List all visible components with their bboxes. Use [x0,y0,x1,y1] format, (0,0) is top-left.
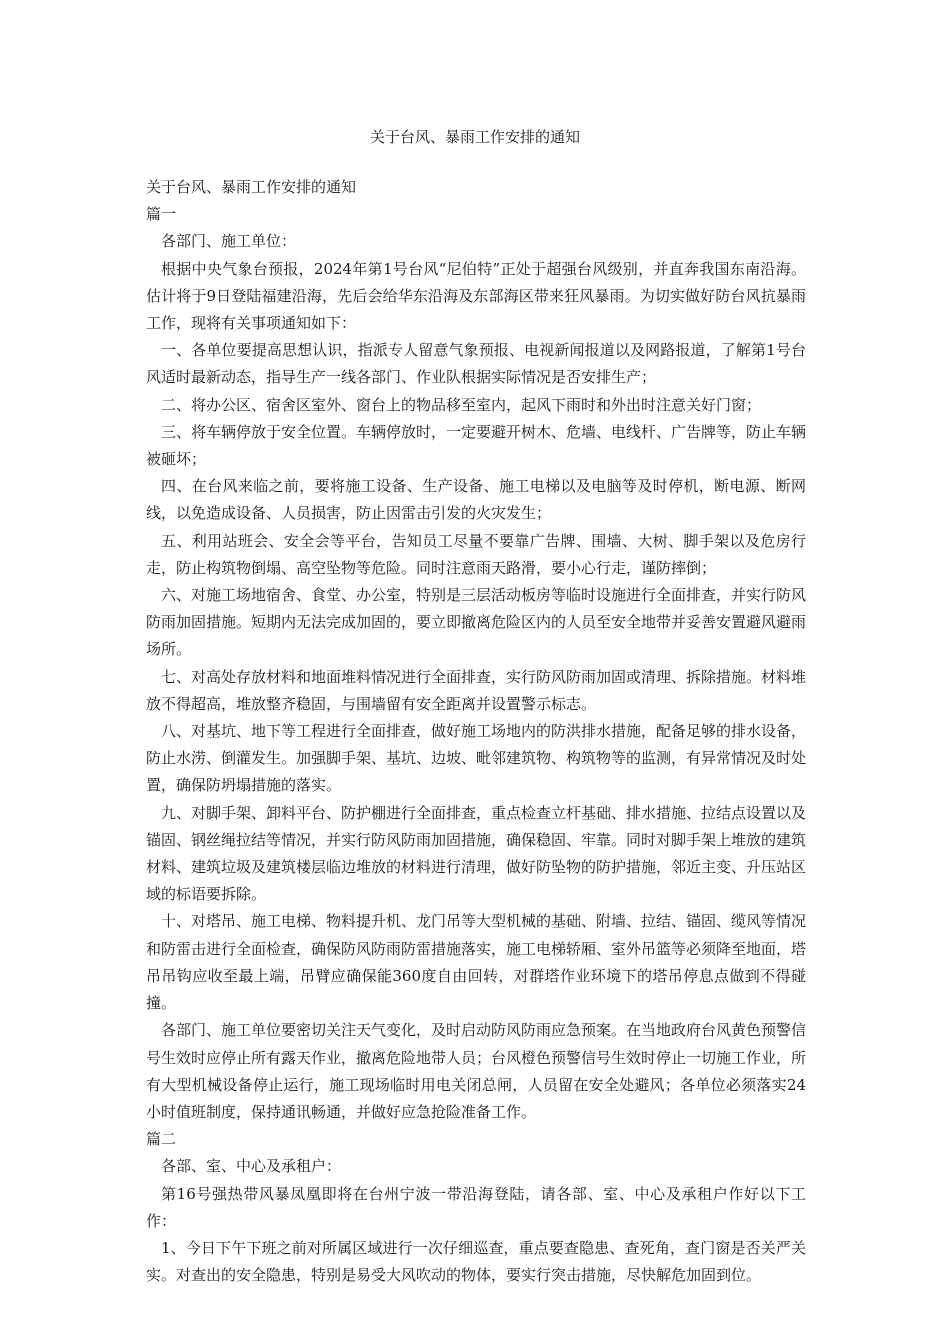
paragraph: 九、对脚手架、卸料平台、防护棚进行全面排查，重点检查立杆基础、排水措施、拉结点设置以及锚固、钢丝绳拉结等情况，并实行防风防雨加固措施，确保稳固、牢靠。同时对脚手架上堆放的建筑材料、建筑垃圾及建筑楼层临边堆放的材料进行清理，做好防坠物的防护措施，邻近主变、升压站区域的标语要拆除。 [146,803,807,904]
paragraph: 一、各单位要提高思想认识，指派专人留意气象预报、电视新闻报道以及网路报道，了解第1号台风适时最新动态，指导生产一线各部门、作业队根据实际情况是否安排生产； [146,341,806,387]
paragraph: 七、对高处存放材料和地面堆料情况进行全面排查，实行防风防雨加固或清理、拆除措施。材料堆放不得超高，堆放整齐稳固，与围墙留有安全距离并设置警示标志。 [146,667,807,713]
paragraph: 各部、室、中心及承租户： [161,1157,342,1176]
paragraph: 八、对基坑、地下等工程进行全面排查，做好施工场地内的防洪排水措施，配备足够的排水设备，防止水涝、倒灌发生。加强脚手架、基坑、边坡、毗邻建筑物、构筑物等的监测，有异常情况及时处置，确保防坍塌措施的落实。 [146,722,807,795]
paragraph: 第16号强热带风暴凤凰即将在台州宁波一带沿海登陆，请各部、室、中心及承租户作好以下工作： [146,1184,806,1230]
paragraph: 各部门、施工单位： [161,232,297,251]
paragraph: 篇一 [146,205,177,224]
paragraph: 根据中央气象台预报，2024年第1号台风“尼伯特”正处于超强台风级别，并直奔我国东南沿海。估计将于9日登陆福建沿海，先后会给华东沿海及东部海区带来狂风暴雨。为切实做好防台风抗暴雨工作，现将有关事项通知如下： [146,259,806,333]
paragraph: 三、将车辆停放于安全位置。车辆停放时，一定要避开树木、危墙、电线杆、广告牌等，防止车辆被砸坏； [146,422,807,469]
paragraph: 各部门、施工单位要密切关注天气变化，及时启动防风防雨应急预案。在当地政府台风黄色预警信号生效时应停止所有露天作业，撤离危险地带人员；台风橙色预警信号生效时停止一切施工作业，所有大型机械设备停止运行，施工现场临时用电关闭总闸，人员留在安全处避风；各单位必须落实24小时值班制度，保持通讯畅通，并做好应急抢险准备工作。 [146,1021,807,1121]
document-body [146,174,806,1289]
paragraph: 五、利用站班会、安全会等平台，告知员工尽量不要靠广告牌、围墙、大树、脚手架以及危房行走，防止构筑物倒塌、高空坠物等危险。同时注意雨天路滑，要小心行走，谨防摔倒； [146,531,806,577]
document-title: 关于台风、暴雨工作安排的通知 [369,128,580,146]
paragraph: 六、对施工场地宿舍、食堂、办公室，特别是三层活动板房等临时设施进行全面排查，并实行防风防雨加固措施。短期内无法完成加固的，要立即撤离危险区内的人员至安全地带并妥善安置避风避雨场所。 [146,586,807,659]
paragraph: 关于台风、暴雨工作安排的通知 [146,178,357,196]
paragraph: 篇二 [146,1130,177,1149]
paragraph: 四、在台风来临之前，要将施工设备、生产设备、施工电梯以及电脑等及时停机，断电源、断网线，以免造成设备、人员损害，防止因雷击引发的火灾发生； [146,477,806,523]
paragraph: 十、对塔吊、施工电梯、物料提升机、龙门吊等大型机械的基础、附墙、拉结、锚固、缆风等情况和防雷击进行全面检查，确保防风防雨防雷措施落实，施工电梯轿厢、室外吊篮等必须降至地面，塔吊吊钩应收至最上端，吊臂应确保能360度自由回转，对群塔作业环境下的塔吊停息点做到不得碰撞。 [146,912,807,1013]
paragraph: 二、将办公区、宿舍区室外、窗台上的物品移至室内，起风下雨时和外出时注意关好门窗； [161,395,762,414]
paragraph: 1、今日下午下班之前对所属区域进行一次仔细巡查，重点要查隐患、查死角，查门窗是否关严关实。对查出的安全隐患，特别是易受大风吹动的物体，要实行突击措施，尽快解危加固到位。 [146,1238,806,1285]
